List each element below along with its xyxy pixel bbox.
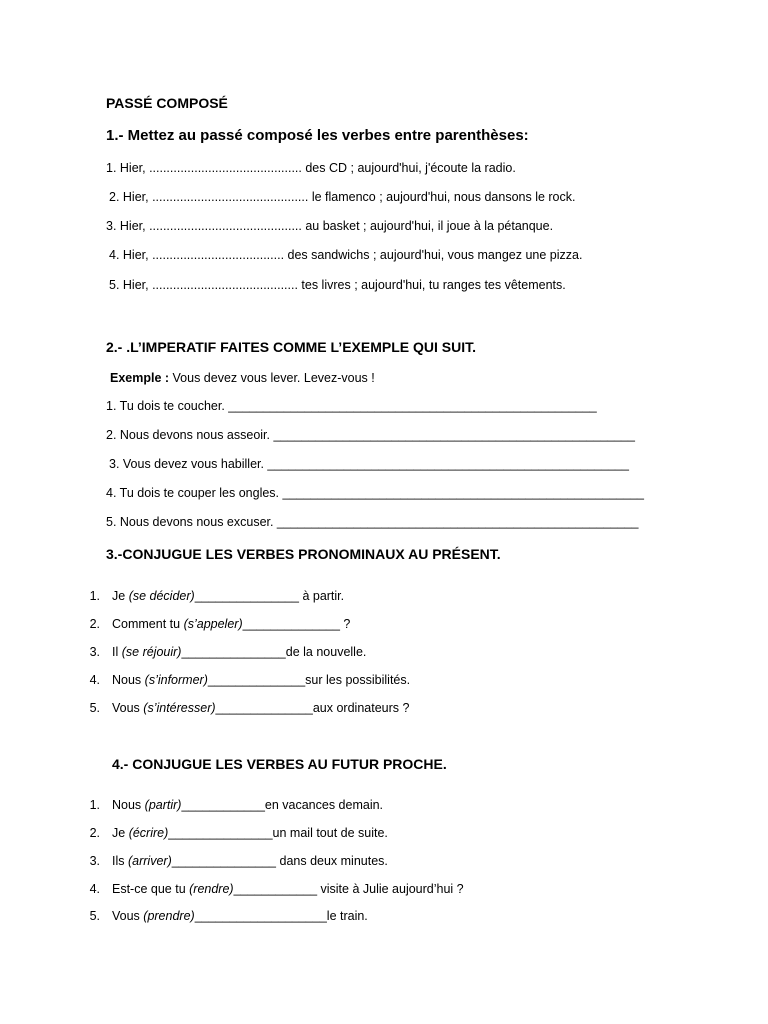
exercise-1-item: 3. Hier, ............................................ au basket ; aujourd'hui, il joue à la pétanque. bbox=[106, 219, 554, 233]
page-title: PASSÉ COMPOSÉ bbox=[106, 95, 228, 111]
section-2-heading: 2.- .L’IMPERATIF FAITES COMME L’EXEMPLE QUI SUIT. bbox=[106, 339, 476, 355]
exercise-3-item: 1. Je (se décider)_______________ à partir. bbox=[89, 589, 345, 603]
exercise-2-item: 2. Nous devons nous asseoir. ____________________________________________________ bbox=[106, 428, 635, 442]
exercise-3-item: 3. Il (se réjouir)_______________de la nouvelle. bbox=[89, 645, 367, 659]
exercise-4-item: 1. Nous (partir)____________en vacances demain. bbox=[89, 798, 384, 812]
section-3-heading: 3.-CONJUGUE LES VERBES PRONOMINAUX AU PRÉSENT. bbox=[106, 546, 501, 562]
exercise-4-item: 2. Je (écrire)_______________un mail tout de suite. bbox=[89, 826, 388, 840]
exercise-2-item: 1. Tu dois te coucher. _____________________________________________________ bbox=[106, 399, 597, 413]
exercise-1-item: 2. Hier, ............................................. le flamenco ; aujourd'hui, nous dansons le rock. bbox=[109, 190, 576, 204]
exercise-3-item: 5. Vous (s’intéresser)______________aux ordinateurs ? bbox=[89, 701, 410, 715]
exercise-1-item: 4. Hier, ...................................... des sandwichs ; aujourd'hui, vous mangez une pizza. bbox=[109, 248, 583, 262]
exercise-4-item: 3. Ils (arriver)_______________ dans deux minutes. bbox=[89, 854, 388, 868]
exercise-2-item: 4. Tu dois te couper les ongles. ____________________________________________________ bbox=[106, 486, 644, 500]
section-1-heading: 1.- Mettez au passé composé les verbes entre parenthèses: bbox=[106, 127, 529, 144]
exercise-2-item: 5. Nous devons nous excuser. ____________________________________________________ bbox=[106, 515, 639, 529]
example-text: Vous devez vous lever. Levez-vous ! bbox=[169, 371, 375, 385]
exercise-4-item: 5. Vous (prendre)___________________le train. bbox=[89, 909, 368, 923]
exercise-2-item: 3. Vous devez vous habiller. ____________________________________________________ bbox=[109, 457, 629, 471]
example-line bbox=[110, 370, 375, 386]
exercise-3-item: 4. Nous (s’informer)______________sur les possibilités. bbox=[89, 673, 411, 687]
exercise-4-item: 4. Est-ce que tu (rendre)____________ visite à Julie aujourd’hui ? bbox=[89, 882, 464, 896]
exercise-1-item: 5. Hier, .......................................... tes livres ; aujourd'hui, tu ranges tes vêtements. bbox=[109, 278, 566, 292]
exercise-1-item: 1. Hier, ............................................ des CD ; aujourd'hui, j'écoute la radio. bbox=[106, 161, 516, 175]
section-4-heading: 4.- CONJUGUE LES VERBES AU FUTUR PROCHE. bbox=[112, 756, 447, 772]
exercise-3-item: 2. Comment tu (s’appeler)______________ ? bbox=[89, 617, 351, 631]
example-label: Exemple : bbox=[110, 371, 170, 385]
